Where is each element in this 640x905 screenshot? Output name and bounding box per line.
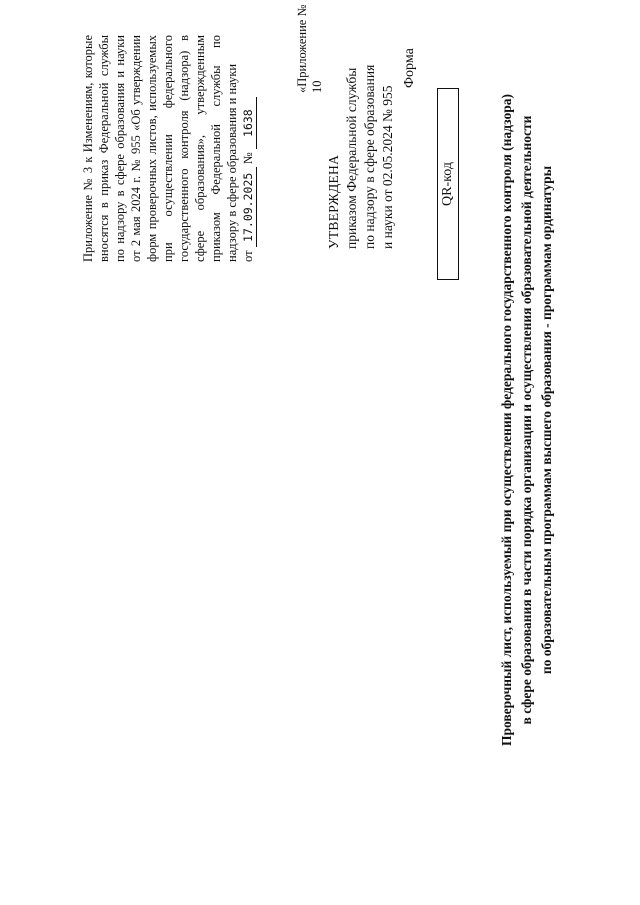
from-label: от bbox=[241, 250, 255, 262]
title-line-1: Проверочный лист, используемый при осуществлении федерального государственного контроля (надзора) bbox=[499, 93, 514, 747]
form-label: Форма bbox=[402, 48, 417, 88]
approved-heading: УТВЕРЖДЕНА bbox=[326, 154, 341, 249]
approval-line bbox=[240, 35, 257, 262]
qr-code-box bbox=[437, 88, 459, 280]
approved-line-2: по надзору в сфере образования bbox=[362, 64, 377, 249]
approved-block bbox=[325, 65, 397, 249]
title-line-2: в сфере образования в части порядка организации и осуществления образовательной деятельности bbox=[519, 115, 534, 725]
approved-line-3: и науки от 02.05.2024 № 955 bbox=[380, 85, 395, 249]
appendix-intro: Приложение № 3 к Изменениям, которые вносятся в приказ Федеральной службы по надзору в сфере образования и науки от 2 мая 2024 г. № 955 «Об утверждении форм проверочных листов, используемых при осуществлении федерального государственного контроля (надзора) в сфере образования», утвержденным приказом Федеральной службы по надзору в сфере образования и науки bbox=[81, 35, 239, 262]
approval-date: 17.09.2025 bbox=[240, 167, 257, 247]
qr-code-label: QR-код bbox=[440, 162, 455, 206]
appendix-reference: «Приложение № 10 bbox=[295, 4, 324, 93]
approval-number: 1638 bbox=[240, 97, 257, 149]
appendix-block bbox=[80, 35, 257, 262]
document-title bbox=[497, 5, 557, 835]
number-label: № bbox=[241, 152, 255, 165]
title-line-3: по образовательным программам высшего образования - программам ординатуры bbox=[539, 165, 554, 675]
approved-line-1: приказом Федеральной службы bbox=[344, 67, 359, 249]
